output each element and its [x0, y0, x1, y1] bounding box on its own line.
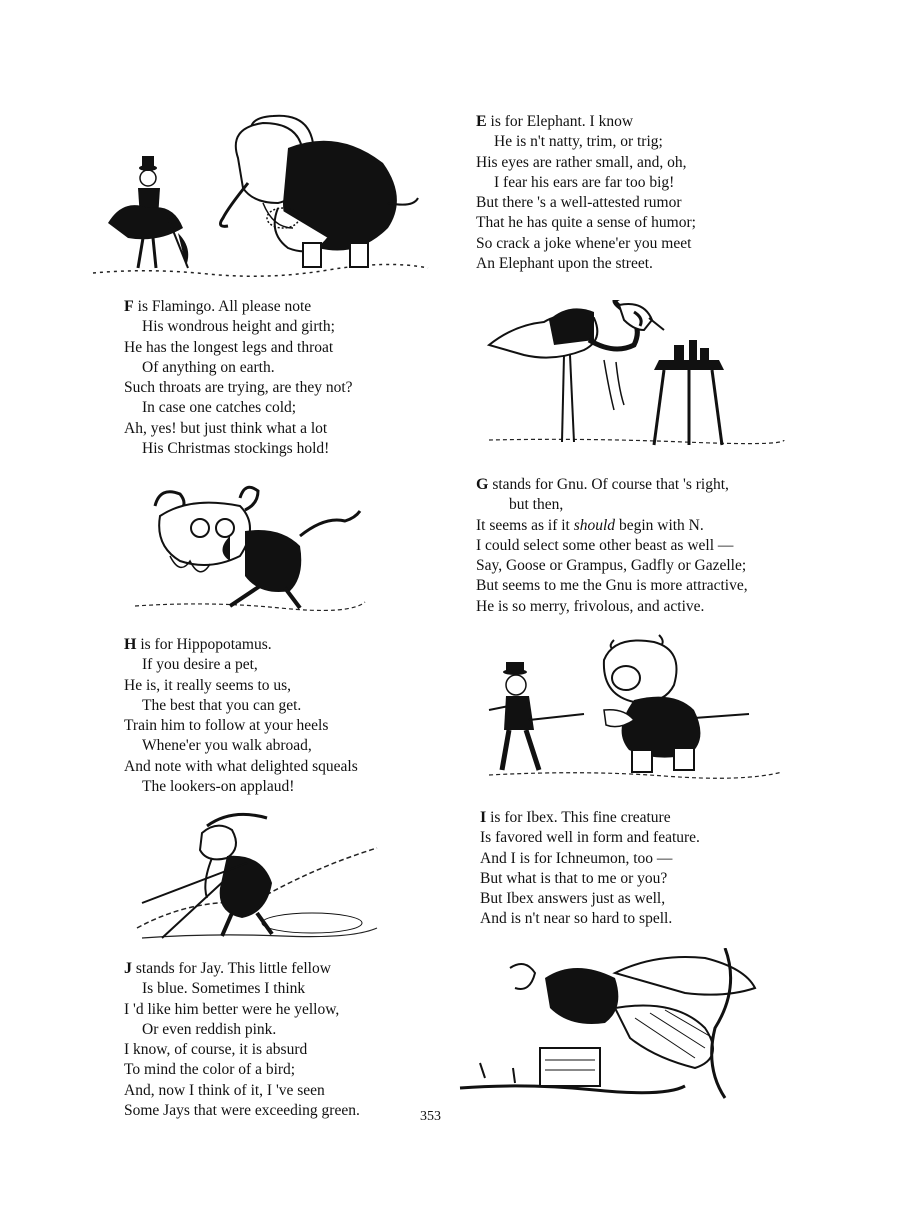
verse-line: It seems as if it should begin with N. — [476, 516, 704, 534]
flamingo-illustration — [484, 300, 789, 458]
verse-line: H is for Hippopotamus. — [124, 636, 272, 653]
verse-line: He is, it really seems to us, — [124, 676, 292, 694]
verse-gnu — [476, 475, 748, 617]
verse-jay — [124, 959, 360, 1121]
emphasis-word: should — [573, 516, 616, 534]
gnu-illustration — [130, 476, 370, 618]
verse-line: And I is for Ichneumon, too — — [480, 849, 673, 867]
elephant-illustration — [88, 108, 433, 280]
initial-letter: J — [124, 960, 132, 977]
verse-line: His wondrous height and girth; — [142, 318, 335, 336]
verse-line: An Elephant upon the street. — [476, 255, 653, 273]
page-number: 353 — [420, 1109, 441, 1124]
verse-hippo — [124, 635, 358, 797]
verse-line: If you desire a pet, — [142, 656, 258, 674]
verse-line: But Ibex answers just as well, — [480, 890, 666, 908]
verse-line: J stands for Jay. This little fellow — [124, 960, 331, 977]
verse-line: But what is that to me or you? — [480, 869, 668, 887]
verse-line: The best that you can get. — [142, 696, 302, 714]
verse-flamingo — [124, 297, 353, 459]
verse-line: Ah, yes! but just think what a lot — [124, 419, 328, 437]
verse-line: His eyes are rather small, and, oh, — [476, 153, 687, 171]
verse-line: Say, Goose or Grampus, Gadfly or Gazelle; — [476, 557, 747, 575]
ibex-illustration — [132, 808, 382, 943]
verse-line: In case one catches cold; — [142, 399, 297, 417]
verse-line: His Christmas stockings hold! — [142, 440, 330, 458]
verse-line: F is Flamingo. All please note — [124, 298, 312, 315]
verse-line: I is for Ibex. This fine creature — [480, 809, 671, 826]
verse-line: I know, of course, it is absurd — [124, 1041, 308, 1059]
hippo-illustration — [484, 630, 784, 785]
verse-line: I could select some other beast as well — — [476, 536, 734, 554]
verse-line: but then, — [509, 496, 564, 514]
initial-letter: F — [124, 298, 134, 315]
verse-line: Whene'er you walk abroad, — [142, 737, 312, 755]
initial-letter: G — [476, 476, 489, 493]
initial-letter: H — [124, 636, 137, 653]
verse-line: Is blue. Sometimes I think — [142, 980, 306, 998]
verse-line: He is so merry, frivolous, and active. — [476, 597, 705, 615]
verse-line: But there 's a well-attested rumor — [476, 194, 682, 212]
verse-line: And is n't near so hard to spell. — [480, 910, 673, 928]
verse-line: Of anything on earth. — [142, 358, 275, 376]
initial-letter: I — [480, 809, 487, 826]
verse-line: Is favored well in form and feature. — [480, 829, 700, 847]
verse-line: I 'd like him better were he yellow, — [124, 1000, 340, 1018]
verse-line: That he has quite a sense of humor; — [476, 214, 696, 232]
verse-line: To mind the color of a bird; — [124, 1061, 296, 1079]
verse-line: And, now I think of it, I 've seen — [124, 1081, 325, 1099]
verse-ibex — [480, 808, 700, 930]
verse-line: I fear his ears are far too big! — [494, 173, 675, 191]
verse-line: Some Jays that were exceeding green. — [124, 1102, 360, 1120]
verse-line: Such throats are trying, are they not? — [124, 379, 353, 397]
verse-line: He is n't natty, trim, or trig; — [494, 133, 663, 151]
verse-line: So crack a joke whene'er you meet — [476, 234, 692, 252]
verse-line: G stands for Gnu. Of course that 's right, — [476, 476, 729, 493]
verse-line: He has the longest legs and throat — [124, 338, 334, 356]
verse-line: The lookers-on applaud! — [142, 778, 295, 796]
initial-letter: E — [476, 113, 487, 130]
verse-line: E is for Elephant. I know — [476, 113, 634, 130]
verse-line: And note with what delighted squeals — [124, 757, 358, 775]
verse-line: Train him to follow at your heels — [124, 717, 329, 735]
verse-line: Or even reddish pink. — [142, 1020, 277, 1038]
jay-illustration — [455, 948, 785, 1100]
verse-elephant — [476, 112, 696, 274]
verse-line: But seems to me the Gnu is more attractive, — [476, 577, 748, 595]
